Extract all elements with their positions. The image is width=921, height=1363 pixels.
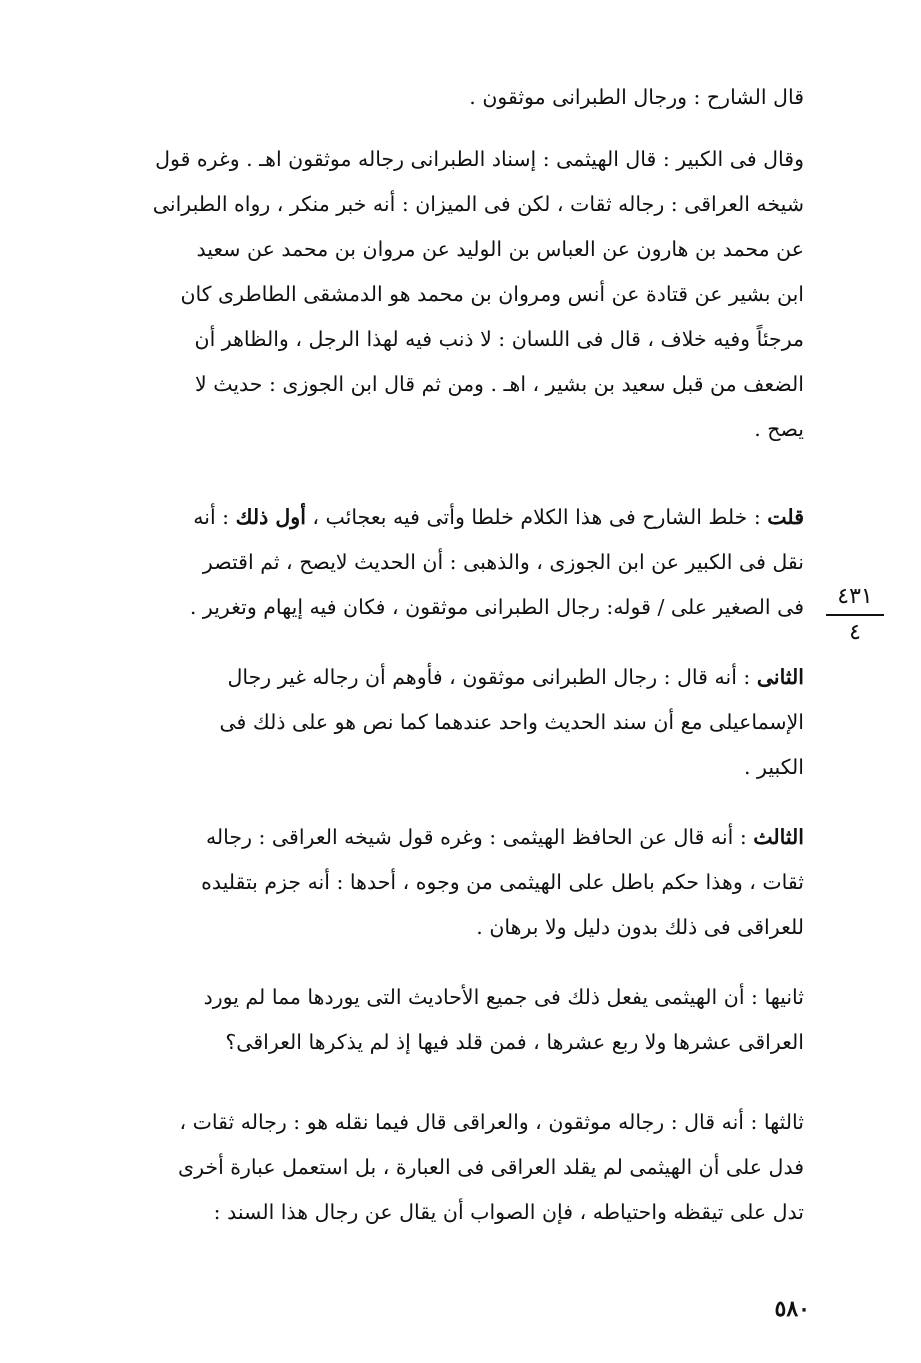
text-line: فدل على أن الهيثمى لم يقلد العراقى فى العبارة ، بل استعمل عبارة أخرى xyxy=(178,1155,804,1179)
lead-heading: الثالث xyxy=(753,825,804,849)
inline-heading: أول ذلك xyxy=(235,505,306,529)
text-line: ثالثها : أنه قال : رجاله موثقون ، والعراقى قال فيما نقله هو : رجاله ثقات ، xyxy=(179,1110,804,1134)
text-line xyxy=(78,495,804,540)
text-line: قال الشارح : ورجال الطبرانى موثقون . xyxy=(469,85,804,109)
paragraph-2 xyxy=(78,137,804,452)
text-segment: : أنه قال عن الحافظ الهيثمى : وغره قول شيخه العراقى : رجاله xyxy=(205,825,754,849)
text-line: ابن بشير عن قتادة عن أنس ومروان بن محمد هو الدمشقى الطاطرى كان xyxy=(180,282,804,306)
paragraph-5 xyxy=(78,815,804,950)
paragraph-3 xyxy=(78,495,804,630)
text-segment: : أنه قال : رجال الطبرانى موثقون ، فأوهم أن رجاله غير رجال xyxy=(227,665,757,689)
paragraph-7 xyxy=(78,1100,804,1235)
text-line: العراقى عشرها ولا ربع عشرها ، فمن قلد فيها إذ لم يذكرها العراقى؟ xyxy=(225,1030,804,1054)
paragraph-4 xyxy=(78,655,804,790)
text-line: فى الصغير على / قوله: رجال الطبرانى موثقون ، فكان فيه إيهام وتغرير . xyxy=(189,595,804,619)
paragraph-6 xyxy=(78,975,804,1065)
paragraph-1 xyxy=(78,75,804,120)
lead-heading: الثانى xyxy=(756,665,804,689)
text-line: تدل على تيقظه واحتياطه ، فإن الصواب أن يقال عن رجال هذا السند : xyxy=(213,1200,804,1224)
text-line: الإسماعيلى مع أن سند الحديث واحد عندهما كما نص هو على ذلك فى xyxy=(219,710,804,734)
text-line: مرجئاً وفيه خلاف ، قال فى اللسان : لا ذنب فيه لهذا الرجل ، والظاهر أن xyxy=(194,327,804,351)
margin-ref-divider xyxy=(826,614,884,616)
text-segment: : خلط الشارح فى هذا الكلام خلطا وأتى فيه بعجائب ، xyxy=(305,505,768,529)
text-line: عن محمد بن هارون عن العباس بن الوليد عن مروان بن محمد عن سعيد xyxy=(196,237,804,261)
margin-page-reference xyxy=(826,582,884,648)
text-line: الضعف من قبل سعيد بن بشير ، اهـ . ومن ثم قال ابن الجوزى : حديث لا xyxy=(194,372,804,396)
text-segment: : أنه xyxy=(193,505,236,529)
text-line: وقال فى الكبير : قال الهيثمى : إسناد الطبرانى رجاله موثقون اهـ . وغره قول xyxy=(155,147,804,171)
text-line: شيخه العراقى : رجاله ثقات ، لكن فى الميزان : أنه خبر منكر ، رواه الطبرانى xyxy=(152,192,804,216)
text-line: نقل فى الكبير عن ابن الجوزى ، والذهبى : أن الحديث لايصح ، ثم اقتصر xyxy=(202,550,804,574)
lead-heading: قلت xyxy=(767,505,804,529)
text-line: للعراقى فى ذلك بدون دليل ولا برهان . xyxy=(476,915,804,939)
text-line: الكبير . xyxy=(744,755,804,779)
text-line: ثقات ، وهذا حكم باطل على الهيثمى من وجوه ، أحدها : أنه جزم بتقليده xyxy=(201,870,804,894)
text-line xyxy=(78,815,804,860)
margin-ref-top: ٤٣١ xyxy=(837,584,873,609)
text-line: يصح . xyxy=(754,417,804,441)
text-line xyxy=(78,655,804,700)
margin-ref-bottom: ٤ xyxy=(849,620,861,645)
text-line: ثانيها : أن الهيثمى يفعل ذلك فى جميع الأحاديث التى يوردها مما لم يورد xyxy=(203,985,804,1009)
page-number: ٥٨٠ xyxy=(774,1296,810,1322)
